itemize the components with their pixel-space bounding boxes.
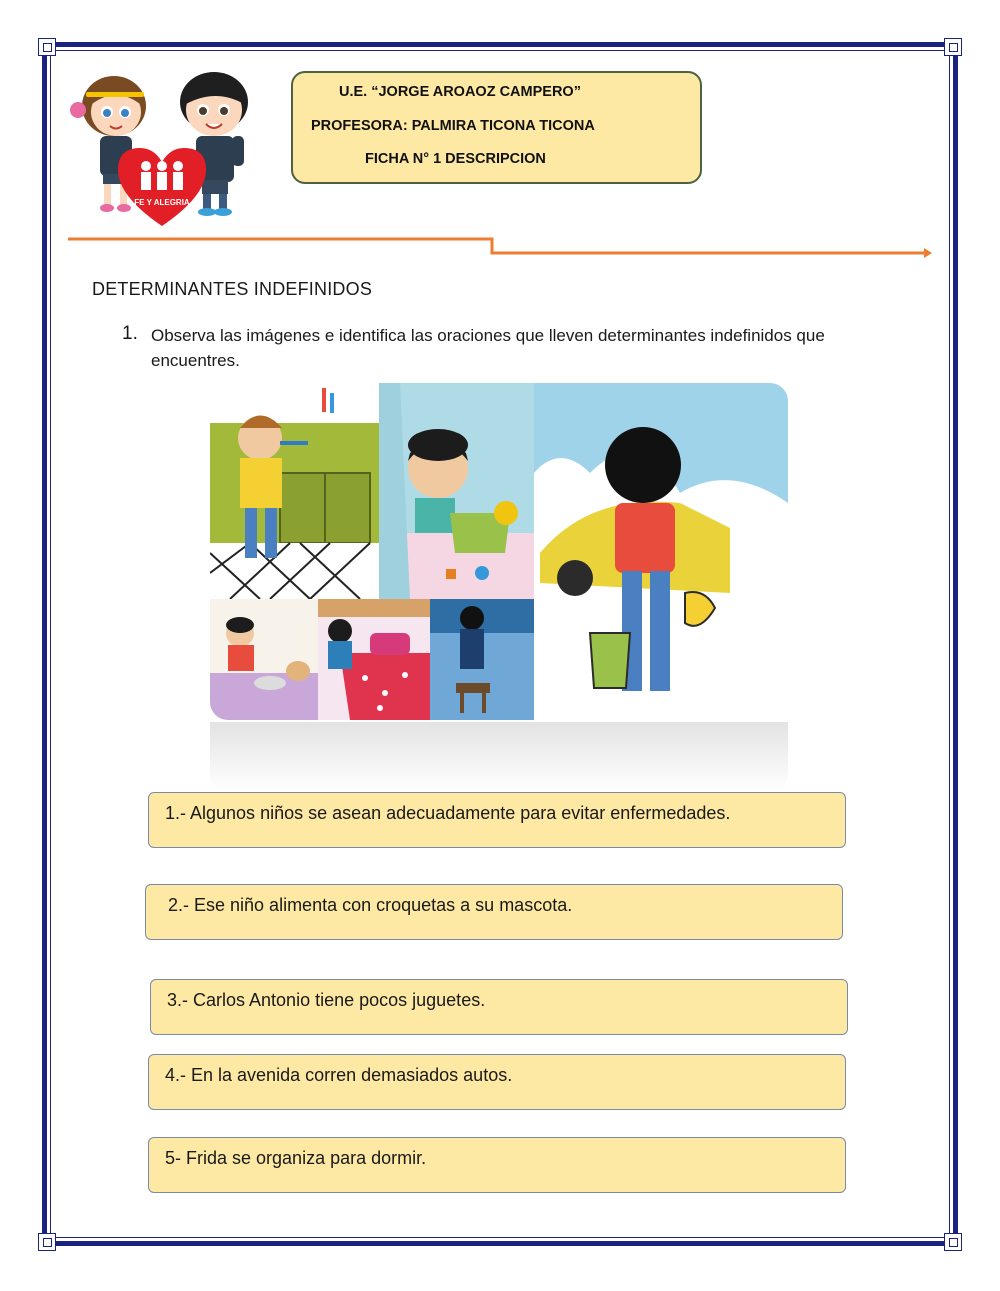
heart-icon xyxy=(118,148,206,226)
logo-text: FE Y ALEGRIA xyxy=(134,198,190,207)
question-number: 1. xyxy=(122,323,138,344)
sentence-box-2[interactable] xyxy=(145,884,843,940)
header-divider-arrow xyxy=(68,232,934,262)
corner-ornament-tl xyxy=(38,38,56,56)
illustration-collage xyxy=(210,383,788,720)
school-name: U.E. “JORGE AROAOZ CAMPERO” xyxy=(339,84,581,100)
sentence-box-5[interactable] xyxy=(148,1137,846,1193)
panel-making-bed xyxy=(318,599,430,720)
panel-cleaning xyxy=(430,599,534,720)
panel-car-wash xyxy=(534,383,788,720)
sentence-text-2: 2.- Ese niño alimenta con croquetas a su mascota. xyxy=(168,895,573,915)
section-title: DETERMINANTES INDEFINIDOS xyxy=(92,279,373,299)
sentence-text-3: 3.- Carlos Antonio tiene pocos juguetes. xyxy=(167,990,486,1010)
panel-toys xyxy=(379,383,534,599)
question-text: Observa las imágenes e identifica las oraciones que lleven determinantes indefinidos que encuentres. xyxy=(151,326,825,370)
sentence-box-3[interactable] xyxy=(150,979,848,1035)
panel-brushing-teeth xyxy=(210,383,379,599)
panel-feeding-dog xyxy=(210,599,318,720)
sentence-box-4[interactable] xyxy=(148,1054,846,1110)
corner-ornament-bl xyxy=(38,1233,56,1251)
corner-ornament-br xyxy=(944,1233,962,1251)
collage-reflection xyxy=(210,722,788,792)
sentence-text-5: 5- Frida se organiza para dormir. xyxy=(165,1148,427,1168)
teacher-name: PROFESORA: PALMIRA TICONA TICONA xyxy=(311,118,595,134)
sentence-text-4: 4.- En la avenida corren demasiados autos. xyxy=(165,1065,513,1085)
corner-ornament-tr xyxy=(944,38,962,56)
school-logo xyxy=(66,66,262,232)
sentence-text-1: 1.- Algunos niños se asean adecuadamente para evitar enfermedades. xyxy=(165,803,731,823)
header-box xyxy=(291,71,702,184)
sheet-title: FICHA N° 1 DESCRIPCION xyxy=(365,151,546,167)
sentence-box-1[interactable] xyxy=(148,792,846,848)
